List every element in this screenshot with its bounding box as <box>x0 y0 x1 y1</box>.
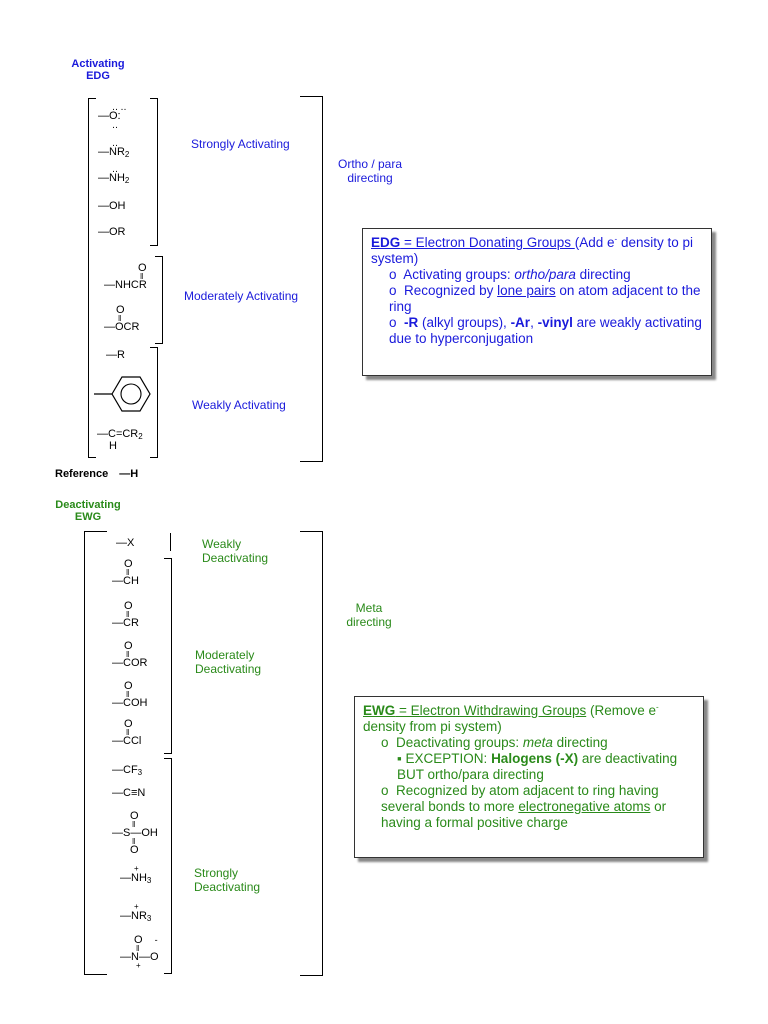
reference-group: —H <box>119 468 139 480</box>
nr2-substituent: ‥ $—NR_2$ <box>98 138 130 159</box>
ocor-substituent: O ‖ —OCR <box>104 304 140 333</box>
moderately-activating-label: Moderately Activating <box>184 289 299 303</box>
edg-box-bullet-2 <box>371 283 703 315</box>
reference-label: Reference <box>55 468 109 480</box>
ewg-exc-b: Halogens (-X) <box>491 751 579 766</box>
ewg-b1-post: directing <box>552 735 608 750</box>
moderately-deactivating-line1: Moderately <box>195 648 255 662</box>
quat-subscript: 3 <box>146 914 152 923</box>
sulfonic-label: —S—OH <box>112 827 158 839</box>
nr2-subscript: 2 <box>124 150 130 159</box>
edg-box-line1-tail: (Add e <box>574 235 615 250</box>
edg-box-title: EDG <box>371 235 401 250</box>
ewg-header <box>42 499 134 523</box>
nhcor-substituent: O ‖ —NHCR <box>104 262 147 291</box>
edg-box-line1-end: density to pi system) <box>371 235 693 266</box>
edg-b1-post: directing <box>575 267 631 282</box>
edg-box-bullet-3 <box>371 315 703 347</box>
edg-b3-ar: -Ar <box>510 315 531 330</box>
nitrile-label: —C≡N <box>112 787 146 799</box>
ortho-para-line2: directing <box>347 171 393 185</box>
vinyl-label: —C=CR <box>97 428 139 440</box>
moderately-deactivating-line2: Deactivating <box>195 662 262 676</box>
ewg-b1-em: meta <box>522 735 553 750</box>
ewg-header-line1: Deactivating <box>55 499 121 511</box>
acyl-chloride-carbonyl-o: O <box>124 718 133 730</box>
ammonium-plus: + <box>134 864 139 873</box>
ocor-label: —OCR <box>104 321 140 333</box>
edg-header-line2: EDG <box>86 70 110 82</box>
strongly-deactivating-line1: Strongly <box>194 866 239 880</box>
edg-info-box <box>362 228 712 376</box>
edg-b2-pre: Recognized by <box>404 283 498 298</box>
bullet-icon: o <box>389 283 397 298</box>
halogen-substituent <box>116 537 134 549</box>
bullet-icon: o <box>381 783 389 798</box>
or-label: —OR <box>98 226 126 238</box>
edg-b2-u: lone pairs <box>497 283 556 298</box>
ewg-strong-bracket <box>164 758 172 974</box>
edg-header-line1: Activating <box>71 58 125 70</box>
meta-directing-line2: directing <box>346 615 392 629</box>
ewg-box-bullet-2 <box>363 783 695 831</box>
aldehyde-label: —CH <box>112 575 139 587</box>
edg-b3-d: are weakly activating due to hyperconjugation <box>389 315 702 346</box>
strongly-activating-label: Strongly Activating <box>191 137 290 151</box>
weakly-deactivating-line2: Deactivating <box>202 551 269 565</box>
nh2-label: —NH <box>98 172 125 184</box>
cf3-subscript: 3 <box>137 768 143 777</box>
nitro-plus: + <box>136 961 141 970</box>
strongly-deactivating-label <box>194 866 260 894</box>
moderately-deactivating-label <box>195 648 261 676</box>
bullet-icon: o <box>389 315 397 330</box>
vinyl-substituent <box>97 428 143 452</box>
edg-header <box>58 58 138 82</box>
nh2-subscript: 2 <box>124 176 130 185</box>
bullet-icon: o <box>389 267 397 282</box>
edg-moderate-bracket <box>155 256 163 344</box>
weakly-deactivating-label <box>202 537 268 565</box>
o-minus-label: —O: <box>98 110 121 122</box>
weakly-activating-label: Weakly Activating <box>192 398 286 412</box>
edg-weak-bracket <box>150 347 158 458</box>
ester-substituent: O ‖ —COR <box>112 640 148 669</box>
ewg-b2-pre: Recognized by atom adjacent to ring having several bonds to more <box>381 783 659 814</box>
ewg-left-bracket <box>84 531 107 975</box>
sulfonic-o-top: O <box>130 810 139 822</box>
nitro-top-row <box>120 934 159 946</box>
edg-left-bracket <box>88 98 96 458</box>
ewg-box-title: EWG <box>363 703 396 718</box>
edg-b3-vinyl: -vinyl <box>537 315 573 330</box>
acyl-chloride-label: —CCl <box>112 735 142 747</box>
ewg-box-line1-end: density from pi system) <box>363 719 502 734</box>
nitro-substituent: O - ‖ —N—O + <box>120 934 159 970</box>
edg-b2-post: on atom adjacent to the ring <box>389 283 701 314</box>
edg-b3-c: , <box>530 315 538 330</box>
ortho-para-line1: Ortho / para <box>337 157 403 171</box>
ammonium-subscript: 3 <box>146 876 152 885</box>
aldehyde-substituent: O ‖ —CH <box>112 558 139 587</box>
edg-b1-em: ortho/para <box>514 267 576 282</box>
reference-row <box>55 468 138 480</box>
vinyl-h: H <box>109 440 117 452</box>
ocor-carbonyl-o: O <box>116 304 125 316</box>
ewg-b2-post: or having a formal positive charge <box>381 799 667 830</box>
nhcor-label: —NHCR <box>104 279 147 291</box>
ketone-substituent: O ‖ —CR <box>112 600 139 629</box>
cf3-label: —CF <box>112 764 138 776</box>
edg-strong-bracket <box>150 98 158 246</box>
ester-carbonyl-o: O <box>124 640 133 652</box>
acid-substituent: O ‖ —COH <box>112 680 148 709</box>
ewg-box-sup: - <box>656 702 659 712</box>
benzene-ring-icon <box>92 372 156 416</box>
ewg-box-bullet-1 <box>363 735 695 751</box>
sulfonic-o-bottom: O <box>130 844 139 856</box>
acid-carbonyl-o: O <box>124 680 133 692</box>
ketone-label: —CR <box>112 617 139 629</box>
edg-b3-a: (alkyl groups), <box>418 315 511 330</box>
meta-directing-line1: Meta <box>355 601 383 615</box>
ewg-exc-post: are deactivating BUT ortho/para directing <box>397 751 678 782</box>
ammonium-substituent <box>120 866 151 884</box>
edg-b1-pre: Activating groups: <box>403 267 515 282</box>
acid-label: —COH <box>112 697 148 709</box>
ewg-box-title-rest: = Electron Withdrawing Groups <box>395 703 587 718</box>
nitrile-substituent <box>112 787 145 799</box>
weakly-deactivating-line1: Weakly <box>202 537 242 551</box>
aldehyde-carbonyl-o: O <box>124 558 133 570</box>
edg-box-bullet-1 <box>371 267 703 283</box>
nh2-substituent: ‥ $—NH_2$ <box>98 164 130 185</box>
strongly-deactivating-line2: Deactivating <box>194 880 261 894</box>
ewg-b2-u: electronegative atoms <box>518 799 651 814</box>
ester-label: —COR <box>112 657 148 669</box>
ewg-header-line2: EWG <box>74 511 102 523</box>
ewg-moderate-bracket <box>164 558 172 754</box>
r-label: —R <box>106 349 125 361</box>
edg-b3-r: -R <box>404 315 419 330</box>
ammonium-label: —NH <box>120 872 147 884</box>
ewg-info-box <box>354 696 704 858</box>
ewg-exc-pre: ▪ EXCEPTION: <box>397 751 492 766</box>
nitro-label: —N—O <box>120 951 159 963</box>
acyl-chloride-substituent: O ‖ —CCl <box>112 718 142 747</box>
edg-box-title-rest: = Electron Donating Groups <box>400 235 575 250</box>
ketone-carbonyl-o: O <box>124 600 133 612</box>
vinyl-subscript: 2 <box>138 432 143 441</box>
ortho-para-directing-label <box>330 157 410 185</box>
ewg-directing-bracket <box>300 531 323 976</box>
or-substituent <box>98 226 126 238</box>
quat-plus: + <box>134 902 139 911</box>
nitro-o-top: O <box>134 934 143 946</box>
o-minus-substituent: ‥ ‥ —O: ‥ <box>98 102 127 130</box>
nhcor-carbonyl-o: O <box>138 262 147 274</box>
ewg-b1-pre: Deactivating groups: <box>396 735 523 750</box>
quat-label: —NR <box>120 910 147 922</box>
nr2-label: —NR <box>98 146 125 158</box>
bullet-icon: o <box>381 735 389 750</box>
ewg-box-exception <box>363 751 695 783</box>
ewg-box-line1-tail: (Remove e <box>586 703 656 718</box>
edg-directing-bracket <box>300 96 323 462</box>
ewg-weak-divider <box>170 533 171 551</box>
halogen-label: —X <box>116 537 135 549</box>
oh-label: —OH <box>98 200 126 212</box>
sulfonic-acid-substituent: O ‖ —S—OH ‖ O <box>112 810 158 856</box>
meta-directing-label <box>334 601 404 629</box>
r-substituent <box>106 349 125 361</box>
quaternary-ammonium-substituent <box>120 904 151 922</box>
edg-box-sup: - <box>614 234 618 244</box>
cf3-substituent <box>112 764 142 776</box>
oh-substituent <box>98 200 126 212</box>
nitro-minus: - <box>154 935 158 945</box>
